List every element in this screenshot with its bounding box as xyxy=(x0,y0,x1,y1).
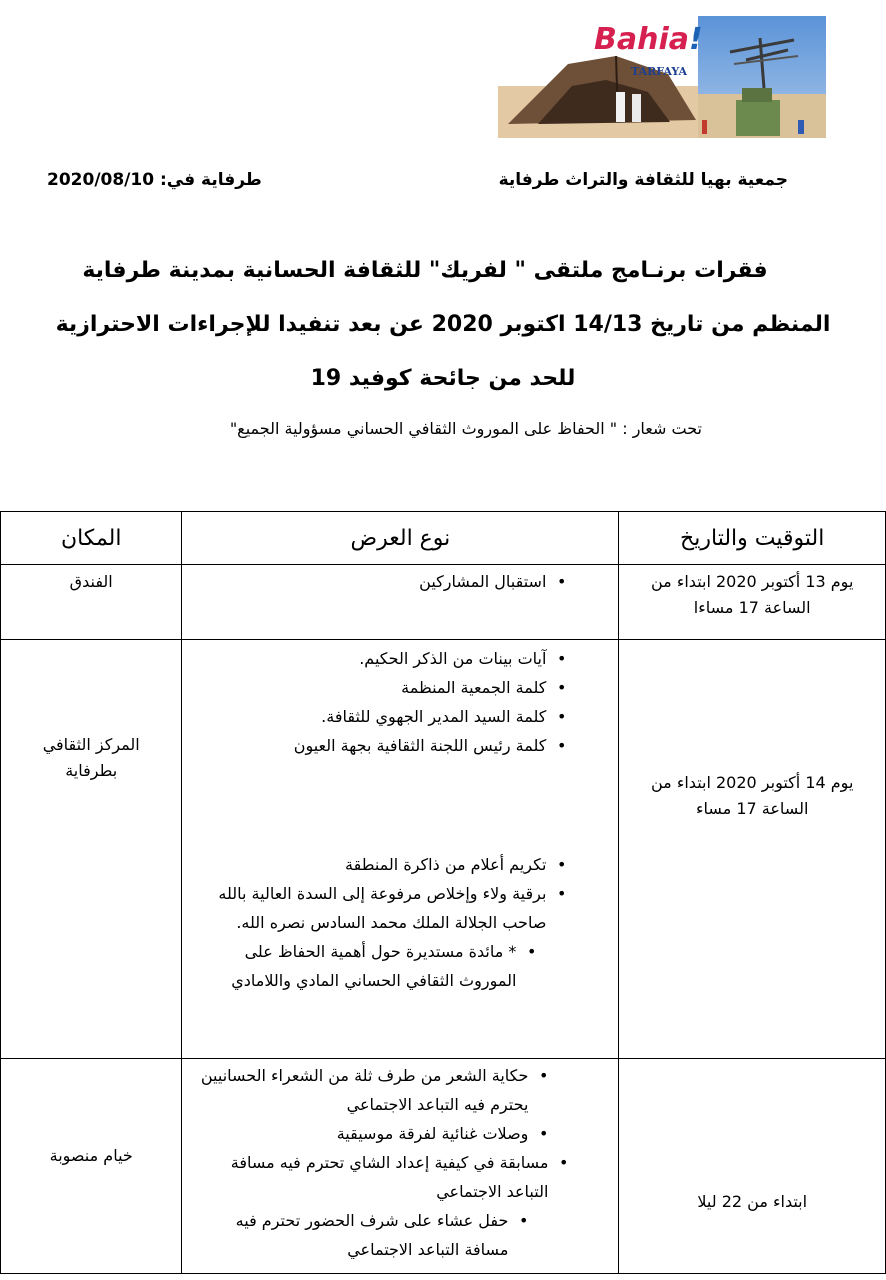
list-item: • تكريم أعلام من ذاكرة المنطقة xyxy=(192,850,576,879)
program-table xyxy=(0,511,886,1274)
row-date xyxy=(619,565,886,640)
row-date xyxy=(619,640,886,1059)
list-item: • كلمة رئيس اللجنة الثقافية بجهة العيون xyxy=(192,731,576,760)
row-place xyxy=(1,640,182,1059)
list-item: • وصلات غنائية لفرقة موسيقية xyxy=(192,1119,558,1148)
row-place xyxy=(1,1059,182,1274)
row-place-text: الفندق xyxy=(69,572,113,591)
table-row xyxy=(1,1059,886,1274)
row-items xyxy=(182,565,619,640)
logo-city-text: TARFAYA xyxy=(631,65,688,78)
list-item: • حكاية الشعر من طرف ثلة من الشعراء الحسانيين يحترم فيه التباعد الاجتماعي xyxy=(192,1061,558,1119)
list-item: • كلمة السيد المدير الجهوي للثقافة. xyxy=(192,702,576,731)
row-date xyxy=(619,1059,886,1274)
header-type: نوع العرض xyxy=(182,512,619,565)
title-line-2: المنظم من تاريخ 14/13 اكتوبر 2020 عن بعد تنفيدا للإجراءات الاحترازية xyxy=(55,312,831,337)
list-item: • استقبال المشاركين xyxy=(192,567,576,596)
logo-brand-text xyxy=(594,22,703,57)
logo-brand-word: Bahia xyxy=(594,22,689,57)
header-place: المكان xyxy=(1,512,182,565)
row-items xyxy=(182,640,619,1059)
table-row xyxy=(1,565,886,640)
title-line-1: فقرات برنـامج ملتقى " لفريك" للثقافة الحسانية بمدينة طرفاية xyxy=(82,258,768,283)
list-item: • حفل عشاء على شرف الحضور تحترم فيه مسافة التباعد الاجتماعي xyxy=(192,1206,538,1264)
row-items xyxy=(182,1059,619,1274)
association-name: جمعية بهيا للثقافة والتراث طرفاية xyxy=(498,170,788,190)
list-item: • كلمة الجمعية المنظمة xyxy=(192,673,576,702)
slogan: تحت شعار : " الحفاظ على الموروث الثقافي الحساني مسؤولية الجميع" xyxy=(229,419,702,438)
table-row xyxy=(1,640,886,1059)
row-date-text: يوم 13 أكتوبر 2020 ابتداء من الساعة 17 مساءا xyxy=(650,572,854,617)
table-header-row xyxy=(1,512,886,565)
list-item: • برقية ولاء وإخلاص مرفوعة إلى السدة العالية بالله صاحب الجلالة الملك محمد السادس نصره الله. xyxy=(192,879,576,937)
row-place xyxy=(1,565,182,640)
list-item: • * مائدة مستديرة حول أهمية الحفاظ على الموروث الثقافي الحساني المادي واللامادي xyxy=(192,937,546,995)
row-date-text: ابتداء من 22 ليلا xyxy=(697,1192,808,1211)
row-date-text: يوم 14 أكتوبر 2020 ابتداء من الساعة 17 مساء xyxy=(650,773,854,818)
row-place-text: المركز الثقافي بطرفاية xyxy=(42,735,140,780)
list-item: • مسابقة في كيفية إعداد الشاي تحترم فيه مسافة التباعد الاجتماعي xyxy=(192,1148,578,1206)
list-item: • آيات بينات من الذكر الحكيم. xyxy=(192,644,576,673)
header-date: التوقيت والتاريخ xyxy=(619,512,886,565)
row-place-text: خيام منصوبة xyxy=(49,1146,133,1165)
title-line-3: للحد من جائحة كوفيد 19 xyxy=(310,366,576,391)
place-date: طرفاية في: 2020/08/10 xyxy=(47,170,262,190)
logo-brand-mark: ! xyxy=(689,22,703,57)
association-logo xyxy=(498,16,826,138)
